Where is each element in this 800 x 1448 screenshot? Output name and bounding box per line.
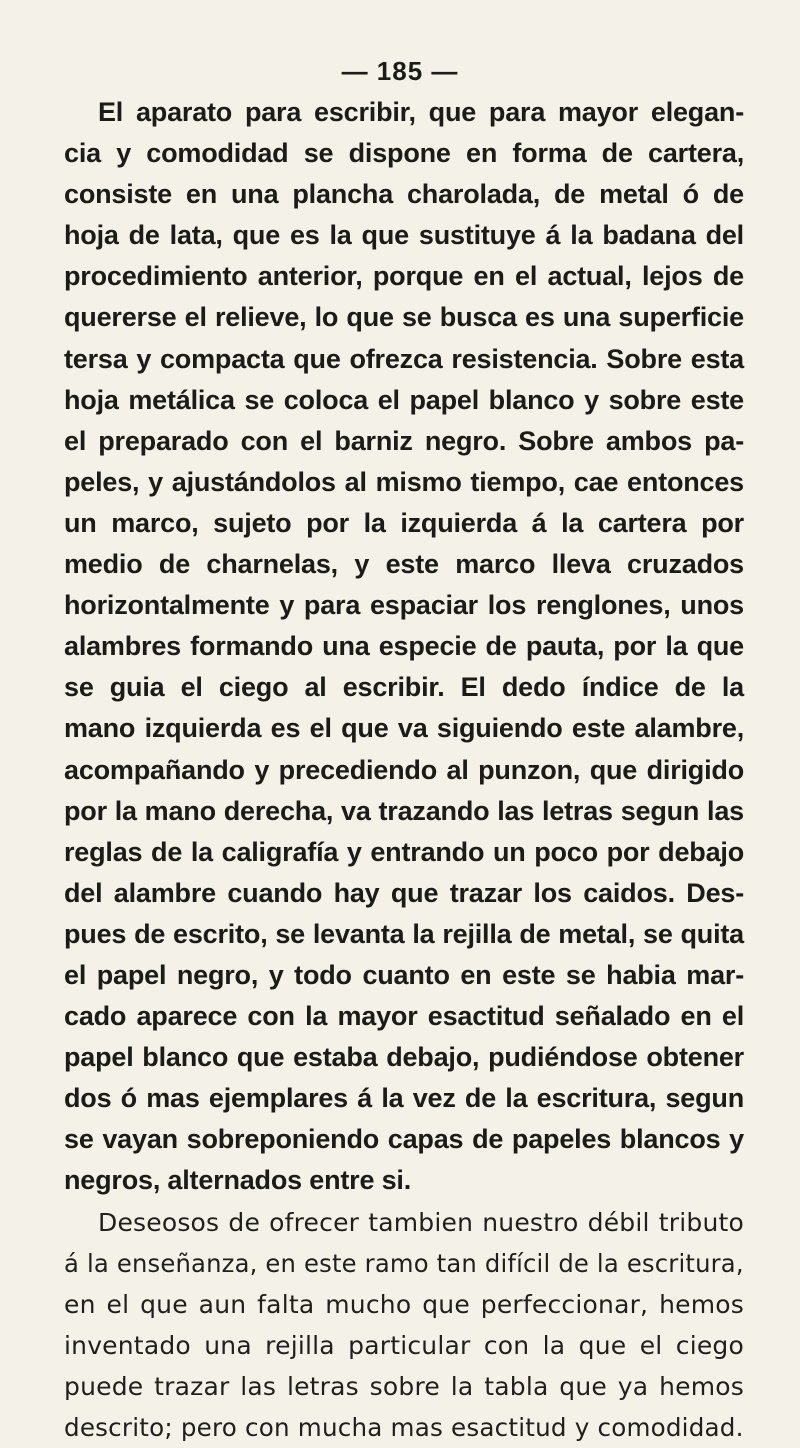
text-line: cia y comodidad se dispone en forma de cartera, <box>64 138 744 169</box>
text-line: el preparado con el barniz negro. Sobre ambos pa- <box>64 425 744 456</box>
text-line: á la enseñanza, en este ramo tan difícil de la escritura, <box>64 1248 744 1278</box>
text-line: se guia el ciego al escribir. El dedo índice de la <box>64 672 744 703</box>
text-line: cado aparece con la mayor esactitud señalado en el <box>64 1001 744 1032</box>
paragraph-1 <box>64 92 744 1202</box>
text-line: pues de escrito, se levanta la rejilla de metal, se quita <box>64 918 744 949</box>
text-line: reglas de la caligrafía y entrando un poco por debajo <box>64 836 744 867</box>
text-line: se vayan sobreponiendo capas de papeles blancos y <box>64 1124 744 1155</box>
body-text <box>64 92 744 1448</box>
text-line: descrito; pero con mucha mas esactitud y comodidad. <box>64 1413 744 1442</box>
text-line: medio de charnelas, y este marco lleva cruzados <box>64 549 744 580</box>
text-line: negros, alternados entre si. <box>64 1165 412 1196</box>
text-line: hoja metálica se coloca el papel blanco y sobre este <box>64 384 744 415</box>
text-line: el papel negro, y todo cuanto en este se habia mar- <box>64 959 744 990</box>
page-number: — 185 — <box>341 56 459 86</box>
text-line: alambres formando una especie de pauta, por la que <box>64 631 744 662</box>
text-line: dos ó mas ejemplares á la vez de la escritura, segun <box>64 1083 744 1114</box>
text-line: papel blanco que estaba debajo, pudiéndose obtener <box>64 1042 744 1073</box>
text-line: del alambre cuando hay que trazar los caidos. Des- <box>64 877 744 908</box>
text-line: horizontalmente y para espaciar los renglones, unos <box>64 590 744 621</box>
text-line: inventado una rejilla particular con la que el ciego <box>64 1330 744 1360</box>
text-line: hoja de lata, que es la que sustituye á la badana del <box>64 220 744 251</box>
text-line: El aparato para escribir, que para mayor elegan- <box>98 97 744 127</box>
paragraph-2 <box>64 1202 744 1448</box>
text-line: peles, y ajustándolos al mismo tiempo, cae entonces <box>64 466 744 497</box>
text-line: un marco, sujeto por la izquierda á la cartera por <box>64 507 744 538</box>
text-line: puede trazar las letras sobre la tabla que ya hemos <box>64 1371 744 1401</box>
text-line: quererse el relieve, lo que se busca es una superficie <box>64 302 744 333</box>
text-line: por la mano derecha, va trazando las letras segun las <box>64 795 744 826</box>
text-line: Deseosos de ofrecer tambien nuestro débil tributo <box>98 1207 744 1237</box>
text-line: mano izquierda es el que va siguiendo este alambre, <box>64 713 744 744</box>
text-line: tersa y compacta que ofrezca resistencia. Sobre esta <box>64 343 744 374</box>
text-line: procedimiento anterior, porque en el actual, lejos de <box>64 261 744 292</box>
text-line: acompañando y precediendo al punzon, que dirigido <box>64 754 744 785</box>
text-line: consiste en una plancha charolada, de metal ó de <box>64 179 744 210</box>
text-line: en el que aun falta mucho que perfeccionar, hemos <box>64 1289 744 1319</box>
